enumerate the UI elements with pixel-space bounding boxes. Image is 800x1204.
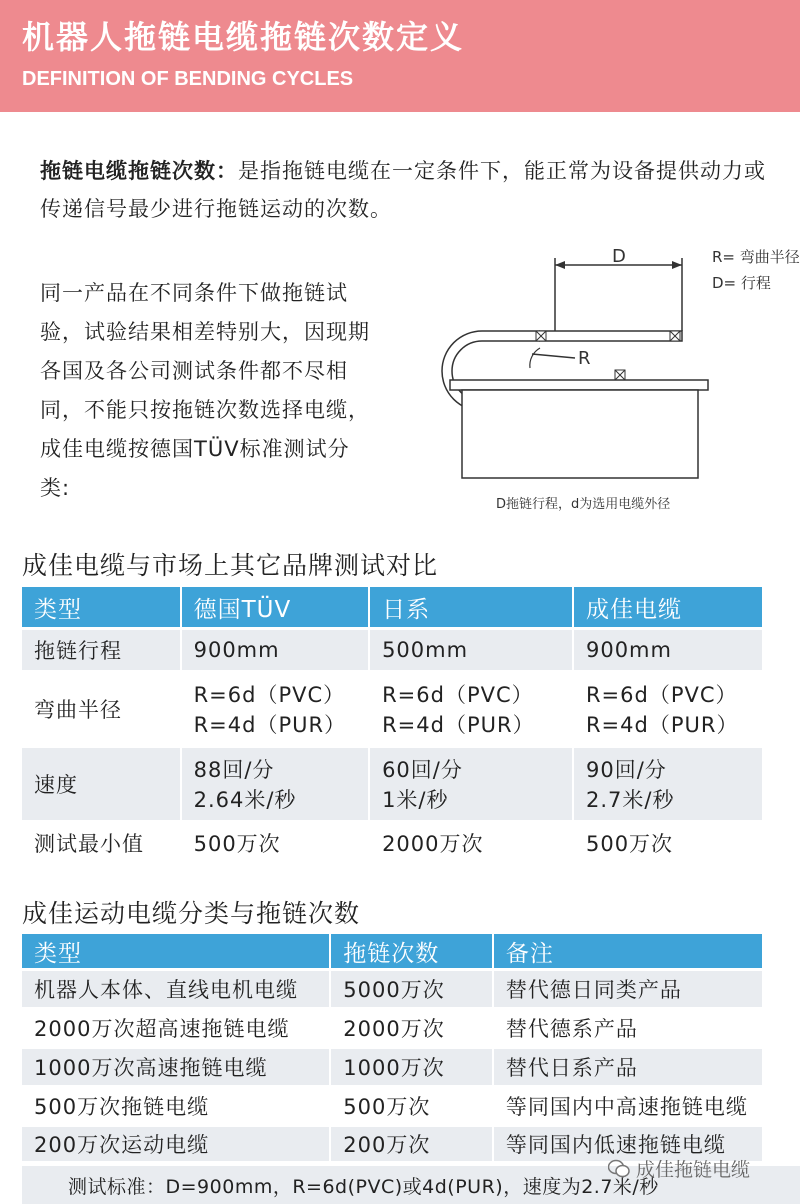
- classification-title: 成佳运动电缆分类与拖链次数: [22, 899, 361, 928]
- bending-diagram: [420, 236, 800, 486]
- table-header-cell: 成佳电缆: [574, 587, 762, 630]
- table-cell: 500万次: [331, 1088, 494, 1127]
- table-row: [22, 748, 762, 823]
- table-cell: 2000万次: [370, 823, 574, 866]
- table-row: [22, 1049, 762, 1088]
- table-cell: 等同国内中高速拖链电缆: [494, 1088, 762, 1127]
- table-cell: 1000万次高速拖链电缆: [22, 1049, 331, 1088]
- definition-paragraph: [40, 152, 785, 228]
- table-cell: 60回/分 1米/秒: [370, 748, 574, 823]
- table-cell: 5000万次: [331, 971, 494, 1010]
- classification-table: [22, 934, 762, 1164]
- table-cell: 500万次: [182, 823, 370, 866]
- table-cell: 500mm: [370, 630, 574, 673]
- table-cell: 200万次: [331, 1127, 494, 1164]
- dimension-D-label: D: [612, 246, 626, 267]
- diagram-caption: D拖链行程，d为选用电缆外径: [496, 497, 671, 512]
- table-row: [22, 630, 762, 673]
- wechat-icon: [608, 1159, 630, 1179]
- legend-R: R= 弯曲半径: [712, 248, 800, 266]
- table-cell: R=6d（PVC） R=4d（PUR）: [370, 673, 574, 748]
- table-cell: 500万次: [574, 823, 762, 866]
- table-cell: 替代德日同类产品: [494, 971, 762, 1010]
- table-row: [22, 1088, 762, 1127]
- table-row: [22, 971, 762, 1010]
- table-cell: 替代德系产品: [494, 1010, 762, 1049]
- definition-term: 拖链电缆拖链次数：: [40, 159, 238, 183]
- table-cell: 90回/分 2.7米/秒: [574, 748, 762, 823]
- table-cell: 弯曲半径: [22, 673, 182, 748]
- header-banner: [0, 0, 800, 112]
- table-header-cell: 日系: [370, 587, 574, 630]
- table-cell: R=6d（PVC） R=4d（PUR）: [182, 673, 370, 748]
- watermark: [608, 1155, 750, 1182]
- comparison-table: [22, 587, 762, 866]
- test-conditions-paragraph: 同一产品在不同条件下做拖链试验，试验结果相差特别大，因现期各国及各公司测试条件都不尽相同，不能只按拖链次数选择电缆，成佳电缆按德国TÜV标准测试分类:: [40, 281, 370, 500]
- table-cell: 900mm: [182, 630, 370, 673]
- page-subtitle: DEFINITION OF BENDING CYCLES: [22, 68, 354, 90]
- table-row: [22, 673, 762, 748]
- table-cell: 2000万次超高速拖链电缆: [22, 1010, 331, 1049]
- test-standard-text: 测试标准：D=900mm，R=6d(PVC)或4d(PUR)，速度为2.7米/秒: [68, 1176, 659, 1198]
- table-header-cell: 类型: [22, 934, 331, 971]
- page-title: 机器人拖链电缆拖链次数定义: [22, 18, 465, 56]
- table-cell: 拖链行程: [22, 630, 182, 673]
- table-header-cell: 备注: [494, 934, 762, 971]
- table-cell: 200万次运动电缆: [22, 1127, 331, 1164]
- table-header-cell: 拖链次数: [331, 934, 494, 971]
- table-header-cell: 德国TÜV: [182, 587, 370, 630]
- table-cell: 2000万次: [331, 1010, 494, 1049]
- watermark-text: 成佳拖链电缆: [636, 1159, 751, 1181]
- table-cell: 900mm: [574, 630, 762, 673]
- legend-D: D= 行程: [712, 274, 771, 292]
- table-cell: 测试最小值: [22, 823, 182, 866]
- radius-R-label: R: [578, 348, 591, 369]
- table-header-cell: 类型: [22, 587, 182, 630]
- table-header-row: [22, 587, 762, 630]
- table-cell: 等同国内低速拖链电缆: [494, 1127, 762, 1164]
- table-row: [22, 1010, 762, 1049]
- definition-text: 是指拖链电缆在一定条件下，能正常为设备提供动力或传递信号最少进行拖链运动的次数。: [40, 159, 766, 221]
- table-cell: 速度: [22, 748, 182, 823]
- table-cell: 500万次拖链电缆: [22, 1088, 331, 1127]
- table-row: [22, 823, 762, 866]
- table-cell: 替代日系产品: [494, 1049, 762, 1088]
- table-cell: 88回/分 2.64米/秒: [182, 748, 370, 823]
- table-cell: R=6d（PVC） R=4d（PUR）: [574, 673, 762, 748]
- comparison-title: 成佳电缆与市场上其它品牌测试对比: [22, 551, 439, 580]
- table-cell: 1000万次: [331, 1049, 494, 1088]
- table-header-row: [22, 934, 762, 971]
- table-cell: 机器人本体、直线电机电缆: [22, 971, 331, 1010]
